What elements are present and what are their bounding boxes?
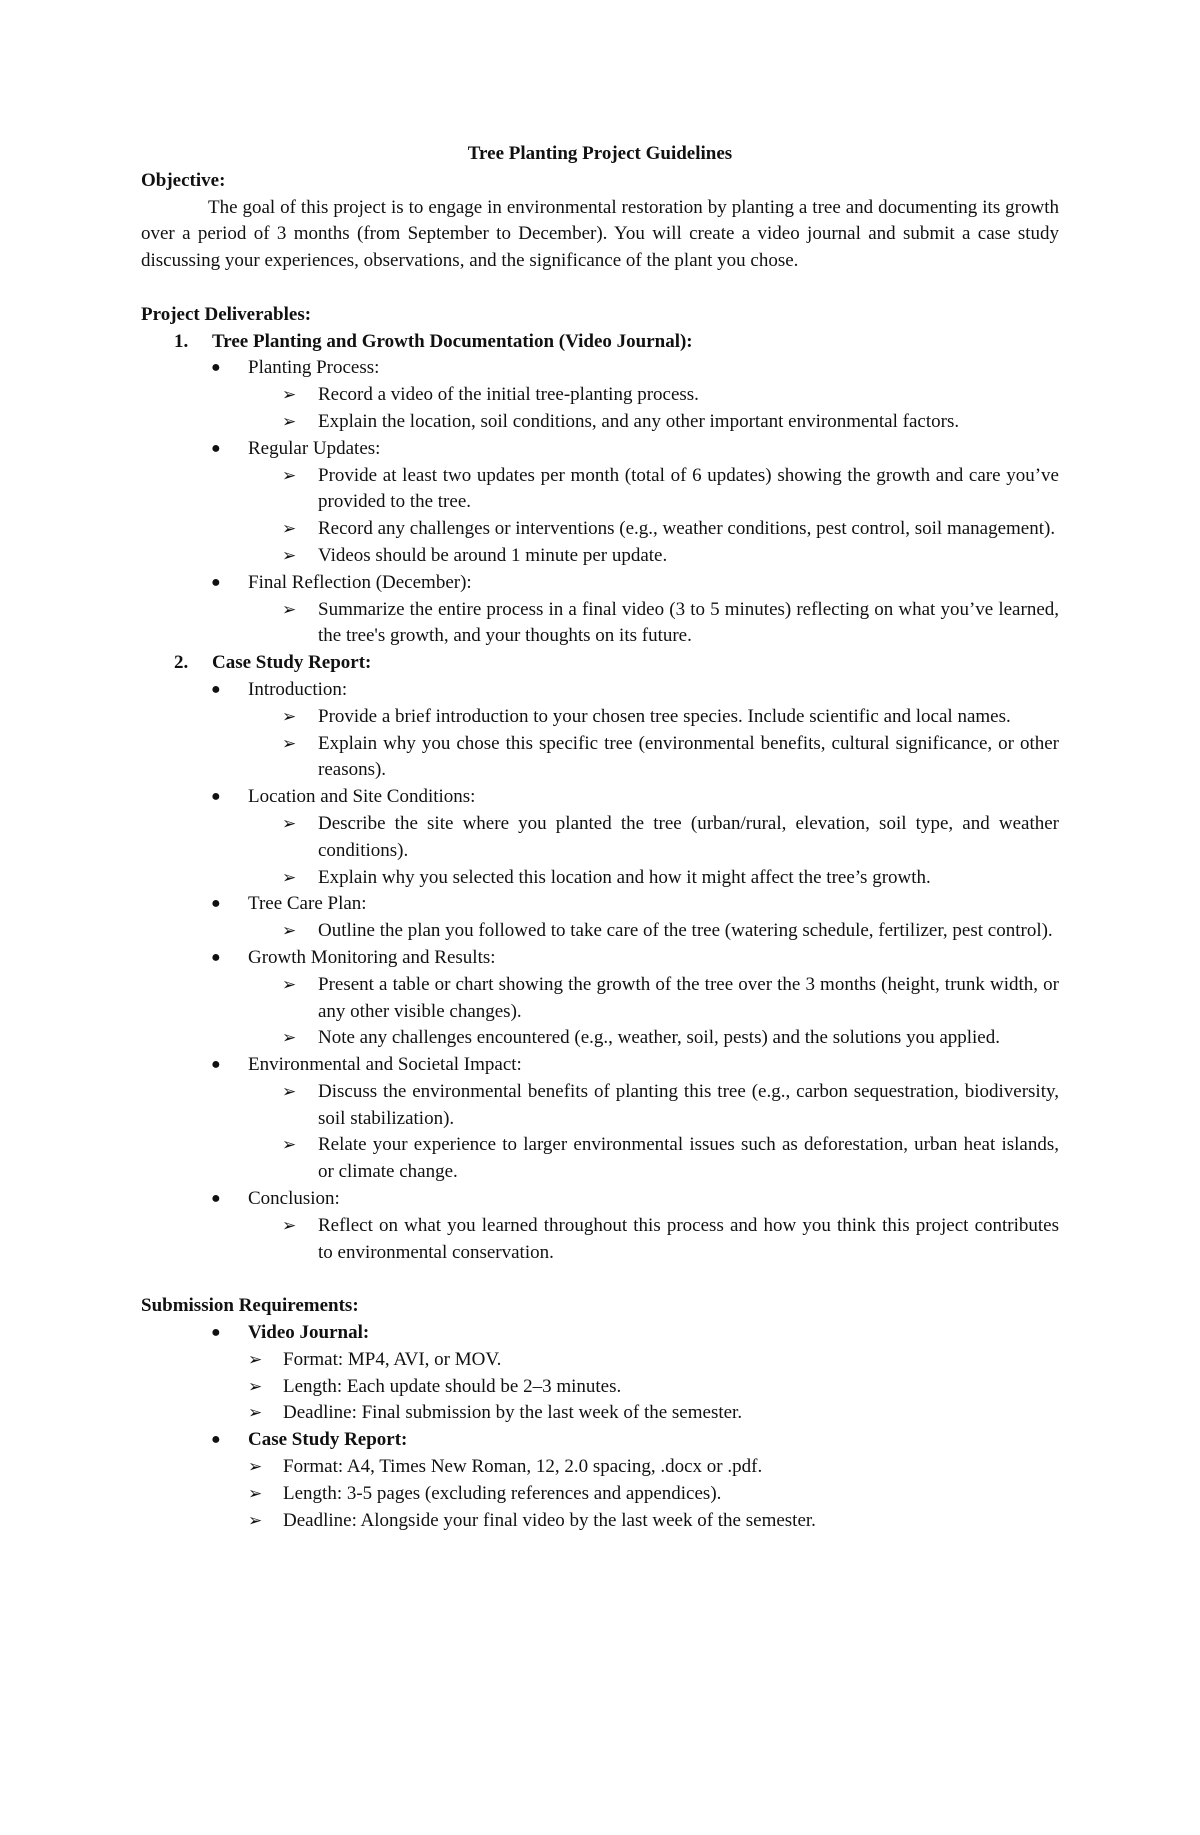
arrow-icon: ➢ <box>282 867 297 887</box>
deliverable-item-2 <box>141 650 1059 677</box>
arrow-item <box>141 1454 1059 1481</box>
bullet-label: Tree Care Plan: <box>248 893 367 915</box>
arrow-text: Provide at least two updates per month (total of 6 updates) showing the growth and care you’ve provided to the tree. <box>318 464 1059 513</box>
bullet-label: Conclusion: <box>248 1188 340 1210</box>
arrow-item <box>141 543 1059 570</box>
arrow-item <box>141 1079 1059 1133</box>
bullet-label: Planting Process: <box>248 357 380 379</box>
bullet-icon: ● <box>211 680 221 698</box>
arrow-item <box>141 1400 1059 1427</box>
bullet-icon: ● <box>211 359 221 377</box>
arrow-text: Deadline: Alongside your final video by the last week of the semester. <box>283 1509 816 1531</box>
arrow-icon: ➢ <box>248 1457 263 1477</box>
arrow-icon: ➢ <box>282 1215 297 1235</box>
item-number: 1. <box>174 330 189 352</box>
bullet-icon: ● <box>211 895 221 913</box>
arrow-item <box>141 382 1059 409</box>
bullet-item <box>141 784 1059 811</box>
arrow-item <box>141 1132 1059 1186</box>
arrow-icon: ➢ <box>282 599 297 619</box>
arrow-text: Length: Each update should be 2–3 minutes. <box>283 1375 622 1397</box>
arrow-text: Deadline: Final submission by the last week of the semester. <box>283 1402 743 1424</box>
arrow-text: Summarize the entire process in a final video (3 to 5 minutes) reflecting on what you’ve learned, the tree's growth, and your thoughts on its future. <box>318 598 1059 647</box>
arrow-item <box>141 865 1059 892</box>
bullet-label: Introduction: <box>248 678 348 700</box>
arrow-item <box>141 409 1059 436</box>
arrow-icon: ➢ <box>248 1376 263 1396</box>
bullet-label: Final Reflection (December): <box>248 571 472 593</box>
arrow-text: Reflect on what you learned throughout this process and how you think this project contributes to environmental conservation. <box>318 1214 1059 1263</box>
arrow-icon: ➢ <box>282 465 297 485</box>
arrow-item <box>141 1213 1059 1267</box>
arrow-text: Relate your experience to larger environmental issues such as deforestation, urban heat islands, or climate change. <box>318 1134 1059 1183</box>
bullet-item <box>141 1427 1059 1454</box>
arrow-text: Explain why you chose this specific tree (environmental benefits, cultural significance, or other reasons). <box>318 732 1059 781</box>
bullet-label: Regular Updates: <box>248 437 381 459</box>
arrow-icon: ➢ <box>282 921 297 941</box>
bullet-icon: ● <box>211 1431 221 1449</box>
bullet-item <box>141 945 1059 972</box>
arrow-text: Note any challenges encountered (e.g., weather, soil, pests) and the solutions you applied. <box>318 1027 1000 1049</box>
arrow-icon: ➢ <box>282 1081 297 1101</box>
bullet-item <box>141 570 1059 597</box>
bullet-label: Case Study Report: <box>248 1429 408 1451</box>
arrow-icon: ➢ <box>282 813 297 833</box>
arrow-item <box>141 597 1059 651</box>
bullet-icon: ● <box>211 1190 221 1208</box>
arrow-item <box>141 463 1059 517</box>
arrow-item <box>141 811 1059 865</box>
arrow-item <box>141 731 1059 785</box>
arrow-icon: ➢ <box>248 1483 263 1503</box>
arrow-item <box>141 972 1059 1026</box>
bullet-item <box>141 1186 1059 1213</box>
document-title: Tree Planting Project Guidelines <box>467 143 733 164</box>
bullet-icon: ● <box>211 788 221 806</box>
arrow-text: Outline the plan you followed to take care of the tree (watering schedule, fertilizer, pest control). <box>318 920 1053 942</box>
arrow-icon: ➢ <box>282 385 297 405</box>
item-number: 2. <box>174 652 189 674</box>
arrow-icon: ➢ <box>282 545 297 565</box>
arrow-icon: ➢ <box>282 519 297 539</box>
bullet-icon: ● <box>211 1056 221 1074</box>
arrow-item <box>141 1347 1059 1374</box>
bullet-item <box>141 355 1059 382</box>
bullet-label: Growth Monitoring and Results: <box>248 946 496 968</box>
deliverable-item-1 <box>141 329 1059 356</box>
spacer <box>141 1266 1059 1293</box>
bullet-item <box>141 1052 1059 1079</box>
bullet-label: Video Journal: <box>248 1322 370 1344</box>
arrow-item <box>141 1508 1059 1535</box>
document-body <box>141 141 1059 1534</box>
arrow-item <box>141 1481 1059 1508</box>
arrow-text: Format: MP4, AVI, or MOV. <box>283 1348 502 1370</box>
bullet-label: Location and Site Conditions: <box>248 786 476 808</box>
objective-heading: Objective: <box>141 169 226 191</box>
bullet-item <box>141 436 1059 463</box>
arrow-item <box>141 1374 1059 1401</box>
arrow-text: Videos should be around 1 minute per update. <box>318 544 668 566</box>
bullet-icon: ● <box>211 1324 221 1342</box>
arrow-icon: ➢ <box>248 1510 263 1530</box>
bullet-item <box>141 1320 1059 1347</box>
arrow-text: Explain why you selected this location and how it might affect the tree’s growth. <box>318 866 931 888</box>
bullet-item <box>141 891 1059 918</box>
arrow-item <box>141 918 1059 945</box>
arrow-icon: ➢ <box>282 1028 297 1048</box>
spacer <box>141 275 1059 302</box>
arrow-text: Discuss the environmental benefits of planting this tree (e.g., carbon sequestration, biodiversity, soil stabilization). <box>318 1080 1059 1129</box>
arrow-item <box>141 516 1059 543</box>
bullet-icon: ● <box>211 439 221 457</box>
submission-heading: Submission Requirements: <box>141 1295 359 1317</box>
deliverable-title: Case Study Report: <box>212 652 372 674</box>
arrow-item <box>141 704 1059 731</box>
arrow-icon: ➢ <box>248 1349 263 1369</box>
deliverable-title: Tree Planting and Growth Documentation (Video Journal): <box>212 330 693 352</box>
arrow-text: Record a video of the initial tree-planting process. <box>318 384 699 406</box>
objective-paragraph: The goal of this project is to engage in environmental restoration by planting a tree and documenting its growth over a period of 3 months (from September to December). You will create a video journal and submit a case study discussing your experiences, observations, and the significance of the plant you chose. <box>141 196 1059 272</box>
arrow-text: Provide a brief introduction to your chosen tree species. Include scientific and local names. <box>318 705 1011 727</box>
arrow-icon: ➢ <box>282 974 297 994</box>
arrow-text: Describe the site where you planted the tree (urban/rural, elevation, soil type, and weather conditions). <box>318 812 1059 861</box>
arrow-icon: ➢ <box>282 1135 297 1155</box>
arrow-text: Record any challenges or interventions (e.g., weather conditions, pest control, soil management). <box>318 518 1056 540</box>
arrow-text: Explain the location, soil conditions, and any other important environmental factors. <box>318 410 960 432</box>
arrow-item <box>141 1025 1059 1052</box>
bullet-item <box>141 677 1059 704</box>
arrow-icon: ➢ <box>248 1403 263 1423</box>
arrow-icon: ➢ <box>282 706 297 726</box>
arrow-icon: ➢ <box>282 411 297 431</box>
arrow-text: Length: 3-5 pages (excluding references and appendices). <box>283 1482 722 1504</box>
arrow-icon: ➢ <box>282 733 297 753</box>
bullet-label: Environmental and Societal Impact: <box>248 1054 522 1076</box>
arrow-text: Format: A4, Times New Roman, 12, 2.0 spacing, .docx or .pdf. <box>283 1456 763 1478</box>
bullet-icon: ● <box>211 948 221 966</box>
bullet-icon: ● <box>211 573 221 591</box>
deliverables-heading: Project Deliverables: <box>141 303 312 325</box>
arrow-text: Present a table or chart showing the growth of the tree over the 3 months (height, trunk width, or any other visible changes). <box>318 973 1059 1022</box>
